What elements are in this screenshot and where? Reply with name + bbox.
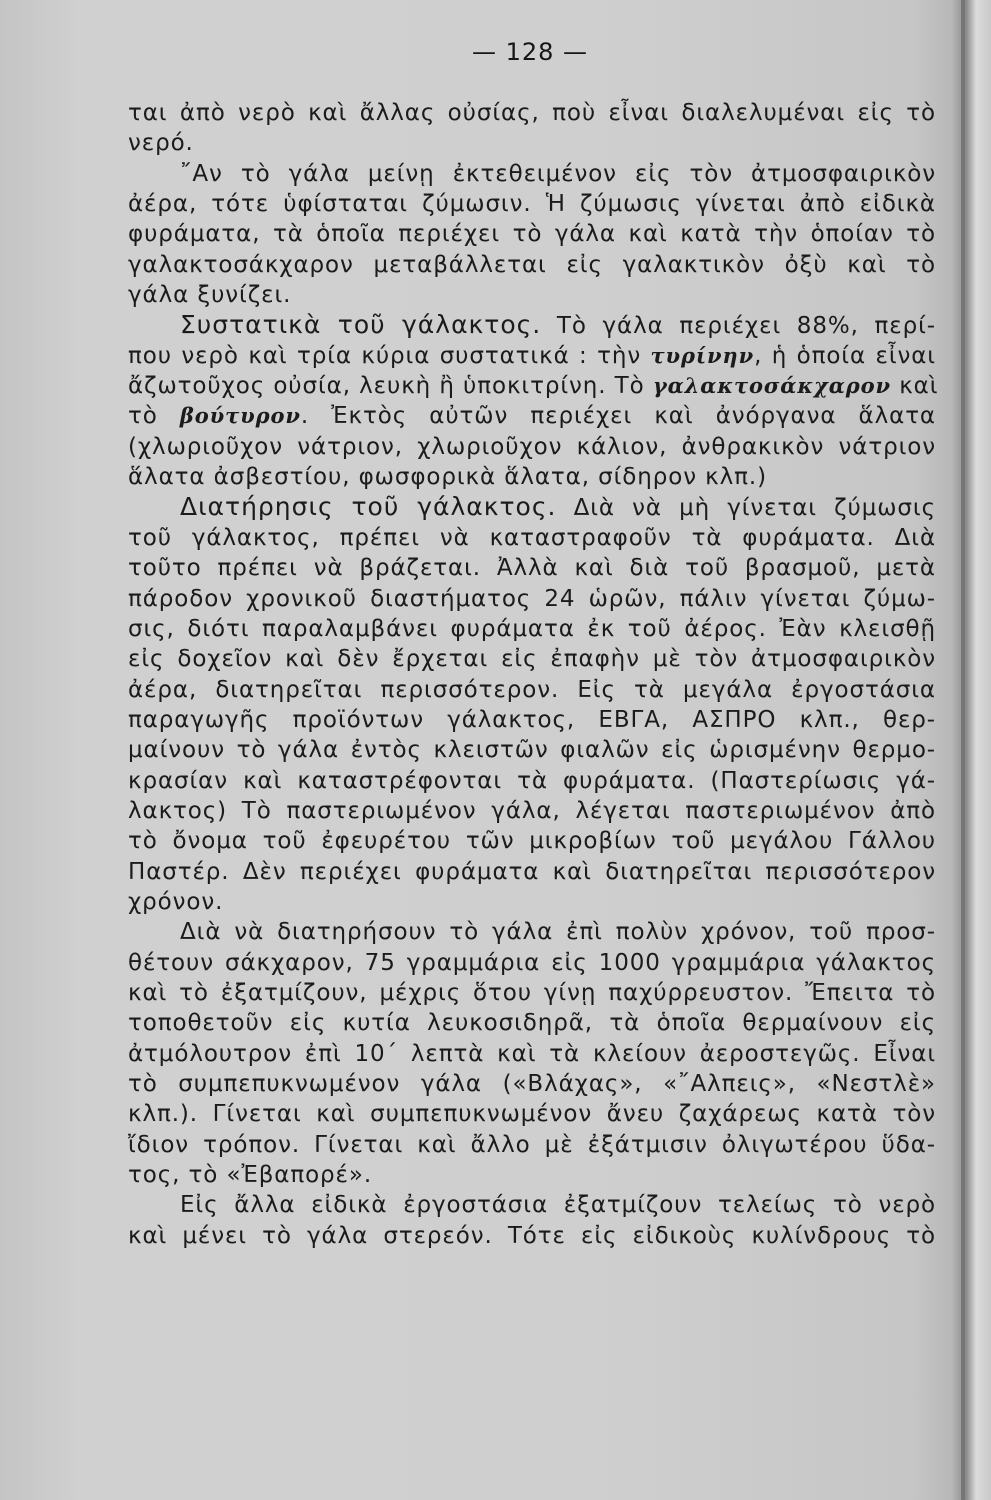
text-line: γάλα ξυνίζει. [128,282,292,309]
text-line [128,371,939,401]
text-line: μαίνουν τὸ γάλα ἐντὸς κλειστῶν φιαλῶν εἰς ὡρισμένην θερμο- [128,737,936,764]
text-line: σις, διότι παραλαμβάνει φυράματα ἐκ τοῦ ἀέρος. Ἐὰν κλεισθῇ [128,615,936,642]
text-line: τοῦτο πρέπει νὰ βράζεται. Ἀλλὰ καὶ διὰ τοῦ βρασμοῦ, μετὰ [128,555,936,582]
text-line: παραγωγῆς προϊόντων γάλακτος, ΕΒΓΑ, ΑΣΠΡΟ κλπ., θερ- [128,706,936,733]
text-run: καὶ [891,373,939,400]
text-line [128,341,936,371]
text-line: ἀτμόλουτρον ἐπὶ 10΄ λεπτὰ καὶ τὰ κλείουν ἀεροστεγῶς. Εἶναι [128,1040,936,1067]
text-line: λακτος) Τὸ παστεριωμένον γάλα, λέγεται παστεριωμένον ἀπὸ [128,797,936,824]
text-run: . Ἐκτὸς αὐτῶν περιέχει καὶ ἀνόργανα ἅλατα [300,403,936,430]
text-line: πάροδον χρονικοῦ διαστήματος 24 ὡρῶν, πάλιν γίνεται ζύμω- [128,585,936,612]
term-galaktosakcharon: γαλακτοσάκχαρον [652,373,891,399]
text-line: τοῦ γάλακτος, πρέπει νὰ καταστραφοῦν τὰ φυράματα. Διὰ [128,524,936,551]
text-line: κρασίαν καὶ καταστρέφονται τὰ φυράματα. (Παστερίωσις γά- [128,767,936,794]
text-run: που νερὸ καὶ τρία κύρια συστατικά : τὴν [128,342,651,369]
text-line: θέτουν σάκχαρον, 75 γραμμάρια εἰς 1000 γραμμάρια γάλακτος [128,949,936,976]
text-line: φυράματα, τὰ ὁποῖα περιέχει τὸ γάλα καὶ κατὰ τὴν ὁποίαν τὸ [128,221,936,248]
text-line: τοποθετοῦν εἰς κυτία λευκοσιδηρᾶ, τὰ ὁποῖα θερμαίνουν εἰς [128,1010,936,1037]
term-voutyron: βούτυρον [179,403,301,429]
text-line: χρόνον. [128,888,224,915]
paragraph-1 [128,98,936,159]
text-run: Τὸ γάλα περιέχει 88%, περί- [541,313,936,340]
page-edge-shadow [961,0,965,1500]
text-run: Διὰ νὰ μὴ γίνεται ζύμωσις [556,495,936,522]
text-run: ἄζωτοῦχος οὐσία, λευκὴ ἢ ὑποκιτρίνη. Τὸ [128,373,653,400]
text-line: ῎Αν τὸ γάλα μείνῃ ἐκτεθειμένον εἰς τὸν ἀτμοσφαιρικὸν [180,160,936,187]
text-line: ἀέρα, τότε ὑφίσταται ζύμωσιν. Ἡ ζύμωσις γίνεται ἀπὸ εἰδικὰ [128,191,936,218]
text-line: γαλακτοσάκχαρον μεταβάλλεται εἰς γαλακτικὸν ὀξὺ καὶ τὸ [128,251,936,278]
text-line: Παστέρ. Δὲν περιέχει φυράματα καὶ διατηρεῖται περισσότερον [128,858,936,885]
text-line: Εἰς ἄλλα εἰδικὰ ἐργοστάσια ἐξατμίζουν τελείως τὸ νερὸ [180,1192,936,1219]
term-tyrini: τυρίνην [650,342,755,368]
text-line: καὶ μένει τὸ γάλα στερεόν. Τότε εἰς εἰδικοὺς κυλίνδρους τὸ [128,1222,936,1249]
text-line [128,310,936,340]
page-number: — 128 — [471,38,589,66]
text-line: ται ἀπὸ νερὸ καὶ ἄλλας οὐσίας, ποὺ εἶναι διαλελυμέναι εἰς τὸ [128,100,936,126]
paragraph-powdered-milk [128,1190,936,1251]
text-line [128,492,936,522]
text-run: τὸ [128,403,180,430]
text-line: εἰς δοχεῖον καὶ δὲν ἔρχεται εἰς ἐπαφὴν μὲ τὸν ἀτμοσφαιρικὸν [128,646,936,673]
text-run: , ἡ ὁποία εἶναι [754,342,936,369]
body-text [128,98,939,1251]
paragraph-2 [128,159,936,311]
paragraph-condensed-milk [128,917,936,1190]
paragraph-constituents [128,310,939,492]
text-line: τος, τὸ «Ἐβαπορέ». [128,1162,373,1189]
text-line: ἀέρα, διατηρεῖται περισσότερον. Εἰς τὰ μεγάλα ἐργοστάσια [128,676,936,703]
text-line: (χλωριοῦχον νάτριον, χλωριοῦχον κάλιον, ἀνθρακικὸν νάτριον [128,433,936,460]
text-line: ἴδιον τρόπον. Γίνεται καὶ ἄλλο μὲ ἐξάτμισιν ὀλιγωτέρου ὕδα- [128,1131,936,1158]
text-line: Διὰ νὰ διατηρήσουν τὸ γάλα ἐπὶ πολὺν χρόνον, τοῦ προσ- [180,919,936,946]
text-line [128,401,936,431]
text-line: ἅλατα ἀσβεστίου, φωσφορικὰ ἅλατα, σίδηρον κλπ.) [128,464,767,491]
text-line: καὶ τὸ ἐξατμίζουν, μέχρις ὅτου γίνῃ παχύρρευστον. Ἔπειτα τὸ [128,979,936,1006]
section-heading: Συστατικὰ τοῦ γάλακτος. [180,310,542,340]
text-line: κλπ.). Γίνεται καὶ συμπεπυκνωμένον ἄνευ ζαχάρεως κατὰ τὸν [128,1101,936,1128]
text-line: νερό. [128,130,194,157]
text-line: τὸ συμπεπυκνωμένον γάλα («Βλάχας», «῎Αλπεις», «Νεστλὲ» [128,1071,936,1097]
text-line: τὸ ὄνομα τοῦ ἐφευρέτου τῶν μικροβίων τοῦ μεγάλου Γάλλου [128,828,936,855]
section-heading: Διατήρησις τοῦ γάλακτος. [180,492,557,522]
paragraph-preservation [128,492,936,917]
